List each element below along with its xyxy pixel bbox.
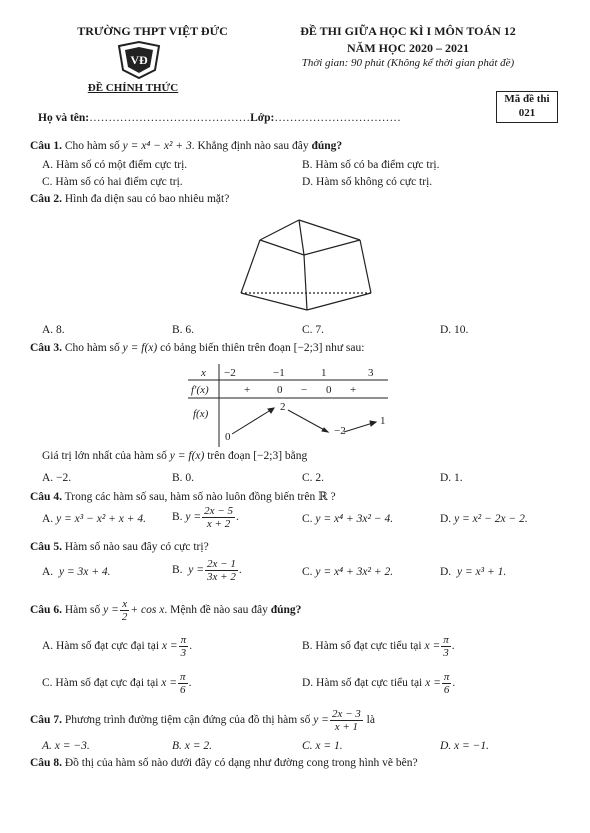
q3-option-b[interactable]: B. 0.	[172, 472, 195, 484]
q5-option-a-label: A.	[42, 566, 54, 578]
table-f-value: 1	[380, 415, 386, 427]
question-7-label: Câu 7.	[30, 714, 62, 727]
q6-option-d-var: x =	[425, 677, 441, 690]
variation-table	[188, 362, 388, 447]
fraction-numerator: π	[180, 671, 186, 683]
exam-time: Thời gian: 90 phút (Không kể thời gian phát đề)	[301, 57, 515, 69]
q4-option-a-formula: y = x³ − x² + x + 4.	[56, 513, 147, 525]
q6-option-b-text: B. Hàm số đạt cực tiểu tại	[302, 640, 425, 653]
q7-option-c[interactable]: C. x = 1.	[302, 740, 343, 752]
q4-option-b-label: B.	[172, 511, 183, 524]
question-3-post: như sau:	[322, 342, 365, 354]
table-f-label: f(x)	[193, 408, 209, 420]
name-dots: ……………………………………	[89, 112, 251, 124]
polyhedron-edge	[299, 220, 360, 240]
q6-option-b-var: x =	[424, 640, 441, 653]
q6-option-c[interactable]	[42, 671, 191, 696]
table-fp-label: f′(x)	[191, 384, 209, 396]
official-label: ĐỀ CHÍNH THỨC	[87, 82, 179, 94]
q6-option-b[interactable]	[302, 634, 455, 659]
q6-option-d-text: D. Hàm số đạt cực tiểu tại	[302, 677, 426, 690]
q4-option-c-label: C.	[302, 513, 313, 525]
polyhedron-edge	[260, 220, 299, 240]
exam-code-box	[496, 91, 558, 123]
q5-option-b-fraction	[205, 558, 238, 583]
fraction-denominator: x + 1	[334, 721, 359, 733]
question-3-mid: có bảng biến thiên trên đoạn	[157, 342, 294, 354]
q4-option-c-formula: y = x⁴ + 3x² − 4.	[315, 513, 394, 525]
question-3	[30, 342, 364, 354]
polyhedron-edge	[307, 293, 371, 310]
question-3-pre: Cho hàm số	[61, 342, 123, 354]
student-name-line	[38, 112, 401, 124]
question-7-pre: Phương trình đường tiệm cận đứng của đồ thị hàm số	[61, 714, 314, 727]
question-6-emph: đúng?	[270, 604, 302, 617]
question-7-formula-pre: y =	[313, 714, 329, 727]
question-6-fraction	[120, 598, 130, 623]
name-label: Họ và tên:	[38, 112, 90, 124]
fraction-numerator: 2x − 5	[204, 505, 233, 517]
polyhedron-edge	[241, 293, 307, 310]
table-sign: 0	[277, 384, 283, 396]
fraction-denominator: 3x + 2	[207, 571, 236, 583]
question-5	[30, 541, 209, 553]
q6-option-c-var: x =	[161, 677, 178, 690]
question-8-text: Đồ thị của hàm số nào dưới đây có dạng như đường cong trong hình vẽ bên?	[61, 757, 418, 769]
question-4-text: Trong các hàm số sau, hàm số nào luôn đồng biến trên ℝ ?	[61, 491, 336, 503]
q6-option-d-fraction	[442, 671, 452, 696]
table-f-value: −2	[334, 425, 346, 437]
table-sign: +	[244, 384, 251, 396]
q2-option-a[interactable]: A. 8.	[42, 324, 65, 336]
q4-option-d-formula: y = x² − 2x − 2.	[454, 513, 528, 525]
q4-option-b-pre: y =	[185, 511, 202, 524]
q4-option-d-label: D.	[440, 513, 452, 525]
table-x-value: −1	[273, 367, 285, 379]
question-2	[30, 193, 229, 205]
question-3-q-pre: Giá trị lớn nhất của hàm số	[42, 450, 170, 462]
fraction-numerator: 2x − 1	[207, 558, 236, 570]
q5-option-c-formula: y = x⁴ + 3x² + 2.	[315, 566, 394, 578]
school-name: TRƯỜNG THPT VIỆT ĐỨC	[77, 24, 228, 38]
table-sign: 0	[326, 384, 332, 396]
question-3-prompt	[42, 450, 307, 462]
table-x-value: −2	[224, 367, 236, 379]
table-f-value: 0	[225, 431, 231, 443]
question-5-label: Câu 5.	[30, 541, 62, 553]
class-dots: ……………………………	[274, 112, 401, 124]
q4-option-b-end: .	[235, 511, 239, 524]
question-8-label: Câu 8.	[30, 757, 62, 769]
school-logo	[115, 40, 163, 80]
question-7	[30, 708, 375, 733]
polyhedron-figure	[225, 210, 375, 318]
question-3-interval: [−2;3]	[293, 342, 323, 354]
question-5-text: Hàm số nào sau đây có cực trị?	[61, 541, 209, 553]
fraction-numerator: π	[443, 634, 449, 646]
q4-option-c[interactable]	[302, 513, 393, 525]
polyhedron-edge	[304, 255, 307, 310]
q5-option-b[interactable]	[172, 558, 242, 583]
table-arrow-head	[322, 428, 328, 432]
q5-option-d-formula: y = x³ + 1.	[456, 566, 507, 578]
exam-title: ĐỀ THI GIỮA HỌC KÌ I MÔN TOÁN 12	[300, 24, 516, 38]
exam-year: NĂM HỌC 2020 – 2021	[347, 41, 469, 55]
question-3-label: Câu 3.	[30, 342, 62, 354]
question-3-q-mid: trên đoạn	[204, 450, 254, 462]
fraction-denominator: 3	[180, 647, 187, 659]
q6-option-a-fraction	[179, 634, 189, 659]
logo-lettering: VĐ	[130, 53, 148, 67]
polyhedron-edge	[241, 240, 260, 293]
q7-option-d[interactable]: D. x = −1.	[440, 740, 490, 752]
q5-option-c-label: C.	[302, 566, 313, 578]
q7-option-a[interactable]: A. x = −3.	[42, 740, 90, 752]
question-2-text: Hình đa diện sau có bao nhiêu mặt?	[61, 193, 230, 205]
fraction-denominator: x + 2	[206, 518, 231, 530]
question-1-label: Câu 1.	[30, 140, 62, 152]
table-sign: −	[301, 384, 308, 396]
polyhedron-edge	[299, 220, 304, 255]
question-1-formula: y = x⁴ − x² + 3	[122, 140, 192, 152]
q6-option-a-var: x =	[161, 640, 178, 653]
question-6-pre: Hàm số	[61, 604, 104, 617]
q5-option-b-end: .	[238, 564, 242, 577]
question-7-fraction	[330, 708, 363, 733]
q4-option-b[interactable]	[172, 505, 239, 530]
fraction-denominator: 3	[443, 647, 449, 659]
question-1-post: . Khẳng định nào sau đây	[191, 140, 312, 152]
table-x-value: 3	[368, 367, 374, 379]
q2-option-b[interactable]: B. 6.	[172, 324, 195, 336]
q5-option-b-pre: y =	[188, 564, 205, 577]
question-8	[30, 757, 418, 769]
q5-option-a-formula: y = 3x + 4.	[58, 566, 111, 578]
question-3-formula: y = f(x)	[122, 342, 158, 354]
fraction-numerator: 2x − 3	[331, 708, 361, 720]
table-arrow-down	[288, 410, 328, 432]
table-sign: +	[350, 384, 357, 396]
q7-option-b[interactable]: B. x = 2.	[172, 740, 213, 752]
q5-option-c[interactable]	[302, 566, 393, 578]
question-1-emph: đúng?	[311, 140, 343, 152]
question-6-formula-pre: y =	[103, 604, 119, 617]
q6-option-c-end: .	[188, 677, 192, 690]
q3-option-a[interactable]: A. −2.	[42, 472, 72, 484]
q5-option-d[interactable]	[440, 566, 506, 578]
question-4-label: Câu 4.	[30, 491, 62, 503]
q5-option-b-label: B.	[172, 564, 183, 577]
table-x-label: x	[201, 367, 206, 379]
q2-option-c[interactable]: C. 7.	[302, 324, 325, 336]
q1-option-c[interactable]: C. Hàm số có hai điểm cực trị.	[42, 176, 183, 188]
q6-option-b-end: .	[451, 640, 455, 653]
exam-code-label: Mã đề thi	[504, 93, 550, 105]
q6-option-c-text: C. Hàm số đạt cực đại tại	[42, 677, 162, 690]
q5-option-d-label: D.	[440, 566, 452, 578]
q3-option-c[interactable]: C. 2.	[302, 472, 325, 484]
q6-option-d-end: .	[452, 677, 456, 690]
question-3-q-post: bằng	[282, 450, 308, 462]
question-7-post: là	[363, 714, 375, 727]
q6-option-a-text: A. Hàm số đạt cực đại tại	[42, 640, 162, 653]
question-3-q-formula: y = f(x)	[169, 450, 205, 462]
q5-option-a[interactable]	[42, 566, 111, 578]
question-2-label: Câu 2.	[30, 193, 62, 205]
q6-option-c-fraction	[178, 671, 188, 696]
question-1	[30, 140, 342, 152]
q4-option-b-fraction	[202, 505, 235, 530]
q4-option-a-label: A.	[42, 513, 54, 525]
fraction-denominator: 2	[121, 611, 128, 623]
fraction-numerator: π	[443, 671, 450, 683]
table-x-value: 1	[321, 367, 327, 379]
polyhedron-edge	[360, 240, 371, 293]
question-6-post: . Mệnh đề nào sau đây	[164, 604, 271, 617]
q2-option-d[interactable]: D. 10.	[440, 324, 469, 336]
q6-option-a[interactable]	[42, 634, 192, 659]
q3-option-d[interactable]: D. 1.	[440, 472, 463, 484]
question-6	[30, 598, 301, 623]
question-6-label: Câu 6.	[30, 604, 62, 617]
fraction-denominator: 6	[443, 684, 450, 696]
fraction-numerator: π	[180, 634, 187, 646]
polyhedron-edge	[304, 240, 360, 255]
question-3-q-interval: [−2;3]	[253, 450, 283, 462]
table-f-value: 2	[280, 401, 286, 413]
q6-option-a-end: .	[189, 640, 193, 653]
table-arrow-head	[268, 408, 274, 413]
q1-option-d[interactable]: D. Hàm số không có cực trị.	[302, 176, 433, 188]
q1-option-a[interactable]: A. Hàm số có một điểm cực trị.	[42, 159, 188, 171]
class-label: Lớp:	[250, 112, 275, 124]
table-arrow-head	[370, 421, 376, 426]
fraction-numerator: x	[120, 598, 130, 611]
q4-option-d[interactable]	[440, 513, 528, 525]
q6-option-b-fraction	[441, 634, 451, 659]
question-4	[30, 489, 336, 503]
question-6-formula-post: + cos x	[130, 604, 165, 617]
polyhedron-edge	[260, 240, 304, 255]
q4-option-a[interactable]	[42, 513, 146, 525]
fraction-denominator: 6	[180, 684, 186, 696]
q1-option-b[interactable]: B. Hàm số có ba điểm cực trị.	[302, 159, 440, 171]
question-1-pre: Cho hàm số	[61, 140, 123, 152]
table-arrow-up	[232, 408, 274, 434]
exam-code-value: 021	[518, 107, 536, 119]
q6-option-d[interactable]	[302, 671, 455, 696]
